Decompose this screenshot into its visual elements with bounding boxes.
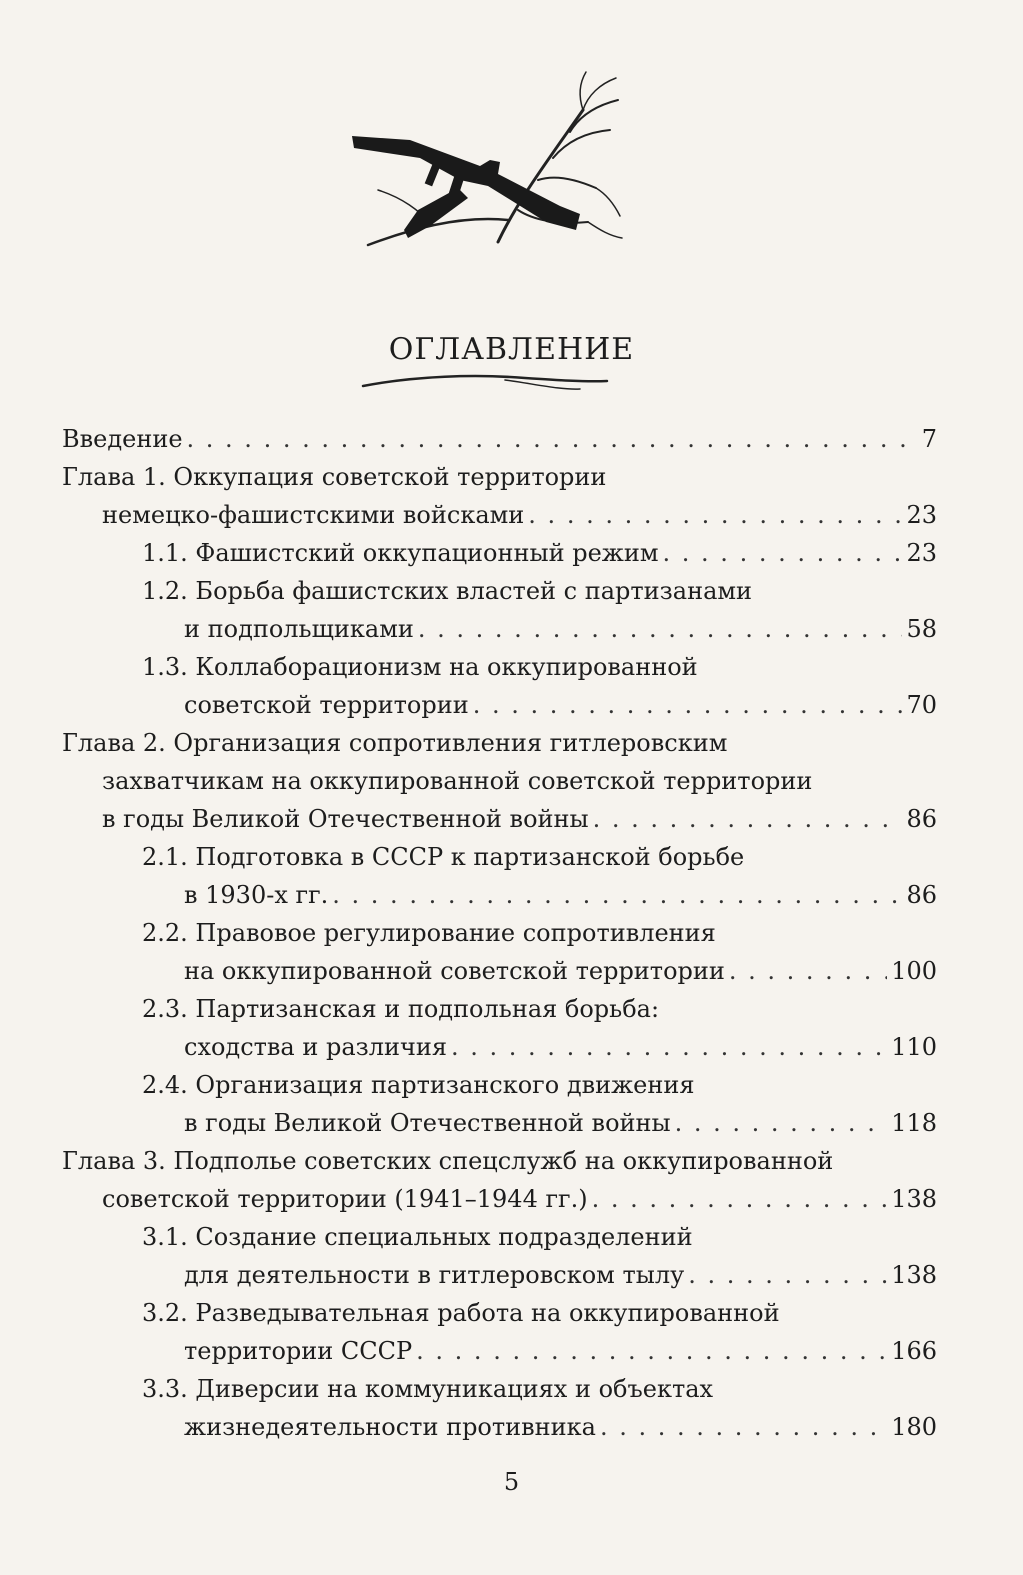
toc-entry-line xyxy=(102,762,812,800)
toc-entry-text: жизнедеятельности противника xyxy=(184,1413,596,1441)
decorative-flourish xyxy=(355,372,615,396)
toc-entry-line xyxy=(184,1256,937,1294)
toc-entry-text: территории СССР xyxy=(184,1337,413,1365)
toc-page-number: 86 xyxy=(906,881,937,909)
toc-page-number: 86 xyxy=(906,805,937,833)
toc-entry-line xyxy=(142,838,744,876)
toc-entry-text: 3.3. Диверсии на коммуникациях и объектах xyxy=(142,1375,714,1403)
toc-entry-text: Глава 2. Организация сопротивления гитлеровским xyxy=(62,729,728,757)
toc-entry-text: 3.2. Разведывательная работа на оккупированной xyxy=(142,1299,780,1327)
dot-leader xyxy=(528,496,902,534)
toc-entry-text: 2.3. Партизанская и подпольная борьба: xyxy=(142,995,660,1023)
toc-entry-text: советской территории (1941–1944 гг.) xyxy=(102,1185,588,1213)
toc-entry-line xyxy=(102,1180,937,1218)
dot-leader xyxy=(451,1028,887,1066)
toc-entry-line xyxy=(62,420,937,458)
toc-entry-text: 2.2. Правовое регулирование сопротивления xyxy=(142,919,716,947)
toc-entry-line xyxy=(142,1370,713,1408)
toc-entry-text: 1.2. Борьба фашистских властей с партизанами xyxy=(142,577,753,605)
dot-leader xyxy=(688,1256,887,1294)
toc-page-number: 100 xyxy=(891,957,937,985)
toc-entry-line xyxy=(184,952,937,990)
toc-page-number: 58 xyxy=(906,615,937,643)
toc-entry-text: в годы Великой Отечественной войны xyxy=(102,805,589,833)
toc-entry-line xyxy=(62,724,727,762)
toc-entry-line xyxy=(142,1066,695,1104)
toc-entry-text: советской территории xyxy=(184,691,469,719)
toc-entry-text: немецко-фашистскими войсками xyxy=(102,501,525,529)
dot-leader xyxy=(600,1408,887,1446)
toc-entry-line xyxy=(142,914,716,952)
toc-entry-line xyxy=(142,1218,693,1256)
dot-leader xyxy=(592,1180,888,1218)
toc-entry-text: 2.1. Подготовка в СССР к партизанской борьбе xyxy=(142,843,745,871)
toc-entry-text: на оккупированной советской территории xyxy=(184,957,725,985)
toc-entry-line xyxy=(62,458,606,496)
dot-leader xyxy=(593,800,903,838)
toc-entry-text: и подпольщиками xyxy=(184,615,414,643)
dot-leader xyxy=(416,1332,887,1370)
toc-entry-line xyxy=(184,1332,937,1370)
toc-entry-line xyxy=(142,1294,780,1332)
toc-entry-line xyxy=(184,686,937,724)
toc-entry-text: Глава 1. Оккупация советской территории xyxy=(62,463,607,491)
page-number: 5 xyxy=(503,1468,520,1496)
toc-page-number: 23 xyxy=(906,539,937,567)
toc-entry-text: захватчикам на оккупированной советской территории xyxy=(102,767,813,795)
toc-entry-line xyxy=(102,496,937,534)
dot-leader xyxy=(473,686,903,724)
toc-entry-line xyxy=(142,990,659,1028)
toc-entry-line xyxy=(184,876,937,914)
dot-leader xyxy=(675,1104,888,1142)
rifle-and-branches-emblem xyxy=(348,70,628,250)
toc-entry-line xyxy=(102,800,937,838)
toc-entry-text: для деятельности в гитлеровском тылу xyxy=(184,1261,685,1289)
dot-leader xyxy=(729,952,887,990)
toc-entry-line xyxy=(184,1408,937,1446)
toc-page-number: 110 xyxy=(891,1033,937,1061)
toc-entry-text: 2.4. Организация партизанского движения xyxy=(142,1071,695,1099)
toc-entry-text: сходства и различия xyxy=(184,1033,448,1061)
toc-entry-text: Глава 3. Подполье советских спецслужб на оккупированной xyxy=(62,1147,834,1175)
toc-entry-line xyxy=(142,572,752,610)
toc-entry-text: 1.1. Фашистский оккупационный режим xyxy=(142,539,659,567)
dot-leader xyxy=(663,534,903,572)
dot-leader xyxy=(418,610,903,648)
toc-entry-line xyxy=(184,610,937,648)
toc-entry-line xyxy=(184,1028,937,1066)
toc-page-number: 7 xyxy=(921,425,937,453)
toc-entry-text: 1.3. Коллаборационизм на оккупированной xyxy=(142,653,698,681)
toc-entry-line xyxy=(184,1104,937,1142)
toc-entry-text: 3.1. Создание специальных подразделений xyxy=(142,1223,693,1251)
toc-page-number: 138 xyxy=(891,1261,937,1289)
toc-page-number: 166 xyxy=(891,1337,937,1365)
toc-entry-line xyxy=(62,1142,833,1180)
toc-page-number: 138 xyxy=(891,1185,937,1213)
toc-page-number: 118 xyxy=(891,1109,937,1137)
toc-page-number: 70 xyxy=(906,691,937,719)
toc-entry-text: в 1930-х гг. xyxy=(184,881,329,909)
dot-leader xyxy=(332,876,902,914)
dot-leader xyxy=(187,420,918,458)
page-title: ОГЛАВЛЕНИЕ xyxy=(388,332,635,368)
toc-entry-line xyxy=(142,648,698,686)
toc-page-number: 180 xyxy=(891,1413,937,1441)
toc-page-number: 23 xyxy=(906,501,937,529)
toc-entry-text: Введение xyxy=(62,425,183,453)
toc-entry-line xyxy=(142,534,937,572)
toc-entry-text: в годы Великой Отечественной войны xyxy=(184,1109,671,1137)
